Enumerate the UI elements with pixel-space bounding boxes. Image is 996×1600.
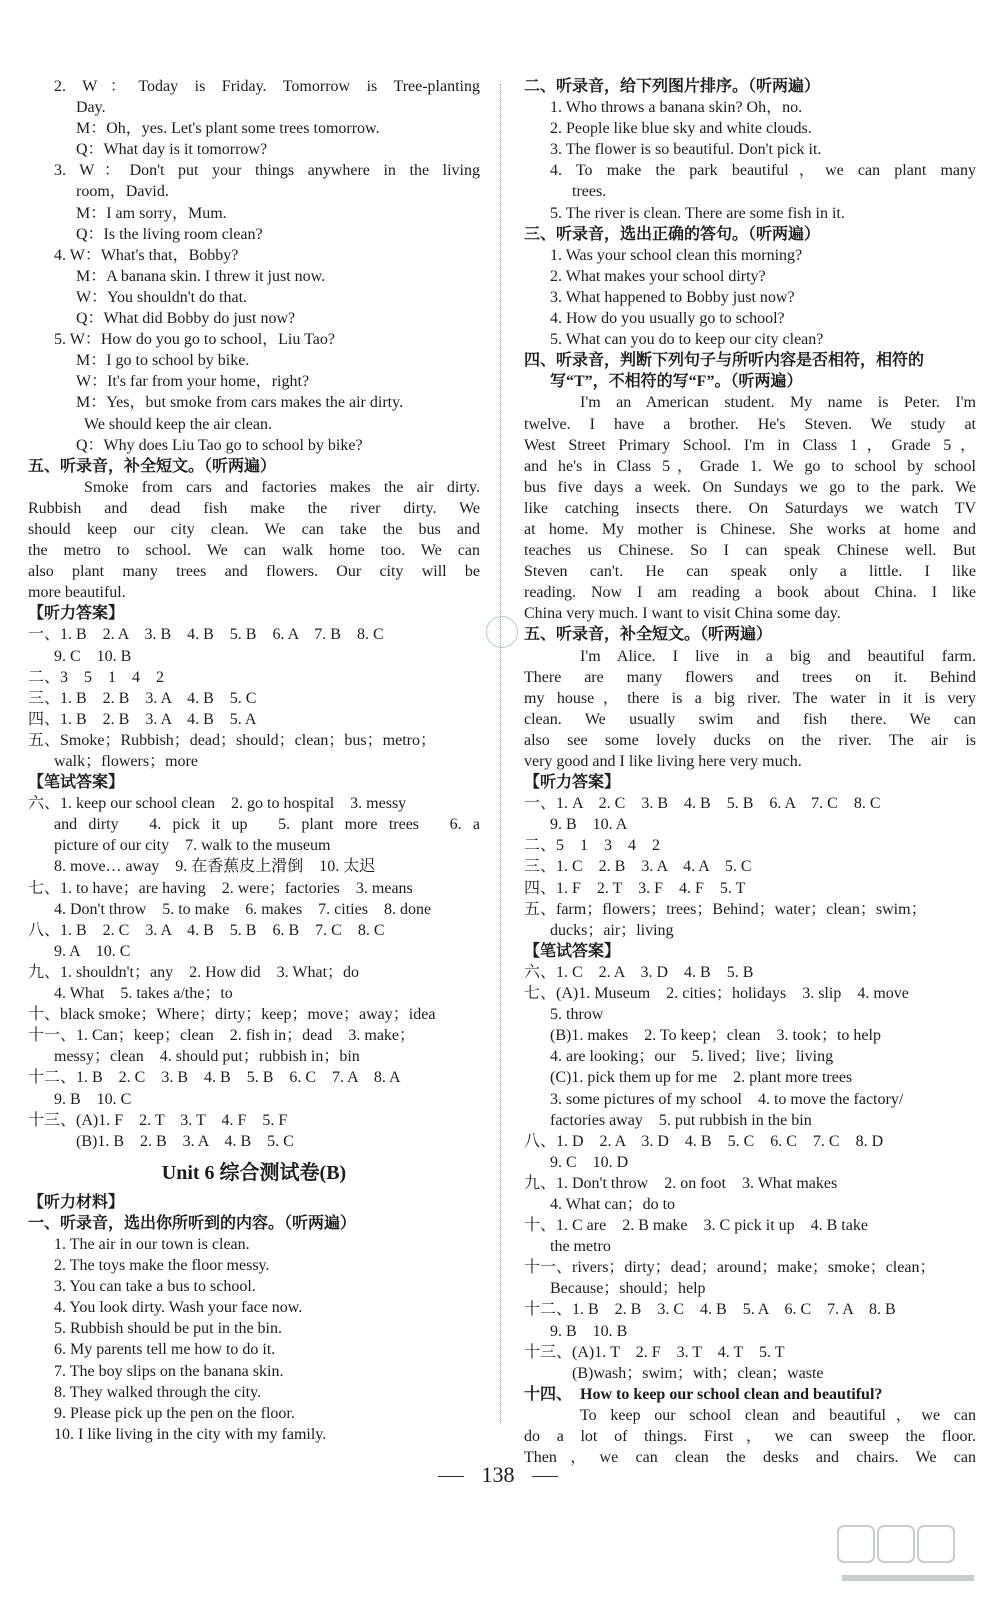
left-line: W：It's far from your home，right? [76, 373, 310, 391]
right-line: like catching insects there. On Saturdays we watch TV [524, 499, 976, 517]
right-line: also see some lovely ducks on the river. The air is [524, 731, 976, 749]
left-line: more beautiful. [28, 584, 126, 602]
left-line: 9. A 10. C [54, 942, 131, 960]
left-line: Day. [76, 99, 106, 117]
left-material-line: 4. You look dirty. Wash your face now. [54, 1299, 303, 1317]
left-material-line: 2. The toys make the floor messy. [54, 1257, 270, 1275]
right-line: 3. The flower is so beautiful. Don't pick it. [550, 141, 822, 159]
left-line: messy；clean 4. should put；rubbish in；bin [54, 1048, 360, 1066]
left-line: 七、1. to have；are having 2. were；factories 3. means [28, 879, 413, 897]
right-line: twelve. I have a brother. He's Steven. We study at [524, 415, 976, 433]
right-line: 四、听录音，判断下列句子与所听内容是否相符，相符的 [524, 352, 925, 370]
left-line: 二、3 5 1 4 2 [28, 668, 165, 686]
left-line: 【笔试答案】 [28, 774, 125, 792]
right-line: 三、听录音，选出正确的答句。（听两遍） [524, 225, 821, 243]
right-line: 【笔试答案】 [524, 942, 621, 960]
left-line: 五、听录音，补全短文。（听两遍） [28, 457, 277, 475]
left-material-line: 3. You can take a bus to school. [54, 1278, 256, 1296]
left-line: M：A banana skin. I threw it just now. [76, 267, 326, 285]
right-line: 9. B 10. A [550, 816, 628, 834]
left-line: 9. C 10. B [54, 647, 132, 665]
left-material-line: 7. The boy slips on the banana skin. [54, 1362, 284, 1380]
left-line: 五、Smoke；Rubbish；dead；should；clean；bus；metro； [28, 731, 436, 749]
right-line: 十三、(A)1. T 2. F 3. T 4. T 5. T [524, 1343, 785, 1361]
right-line: trees. [572, 183, 607, 201]
right-line: 十四、 How to keep our school clean and beautiful? [524, 1385, 883, 1403]
page-number [0, 1462, 996, 1488]
left-line: 一、1. B 2. A 3. B 4. B 5. B 6. A 7. B 8. C [28, 626, 384, 644]
right-line: (C)1. pick them up for me 2. plant more trees [550, 1069, 853, 1087]
right-line: 三、1. C 2. B 3. A 4. A 5. C [524, 858, 752, 876]
left-line: 九、1. shouldn't；any 2. How did 3. What；do [28, 963, 360, 981]
right-line: 3. some pictures of my school 4. to move the factory/ [550, 1090, 904, 1108]
left-line: W：You shouldn't do that. [76, 288, 248, 306]
left-line: walk；flowers；more [54, 753, 198, 770]
right-line: Steven can't. He can speak only a little. I like [524, 563, 976, 581]
right-line: 五、farm；flowers；trees；Behind；water；clean；swim； [524, 900, 927, 918]
left-line: 2. W：Today is Friday. Tomorrow is Tree-planting [54, 78, 480, 95]
left-line: M：Yes，but smoke from cars makes the air dirty. [76, 394, 404, 412]
left-line: Q：Why does Liu Tao go to school by bike? [76, 436, 363, 454]
left-line: Smoke from cars and factories makes the air dirty. [84, 478, 480, 496]
left-line: 4. W：What's that，Bobby? [54, 246, 239, 264]
right-line: 9. C 10. D [550, 1153, 629, 1171]
right-text-block [524, 76, 976, 1468]
left-line: room，David. [76, 183, 169, 201]
left-line: Rubbish and dead fish make the river dirty. We [28, 499, 480, 517]
left-line: 9. B 10. C [54, 1090, 132, 1108]
left-line: M：I am sorry，Mum. [76, 204, 227, 222]
left-material-line: 一、听录音，选出你所听到的内容。（听两遍） [28, 1214, 357, 1232]
right-line: 5. What can you do to keep our city clean? [550, 331, 824, 349]
left-line: the metro to school. We can walk home too. We can [28, 542, 480, 560]
right-line: 4. What can；do to [550, 1195, 676, 1213]
left-text-block [28, 76, 480, 1152]
right-line: There are many flowers and trees on it. Behind [524, 668, 976, 686]
left-line: also plant many trees and flowers. Our city will be [28, 563, 480, 581]
left-line: Q：What day is it tomorrow? [76, 141, 268, 159]
left-line: 【听力答案】 [28, 605, 125, 623]
unit-title: Unit 6 综合测试卷(B) [161, 1161, 347, 1184]
left-line: and dirty 4. pick it up 5. plant more trees 6. a [54, 816, 480, 834]
page-number-text: 138 [481, 1462, 515, 1487]
right-line: and he's in Class 5，Grade 1. We go to school by school [524, 457, 976, 475]
right-line: 五、听录音，补全短文。（听两遍） [524, 626, 773, 644]
right-line: bus five days a week. On Sundays we go to the park. We [524, 478, 976, 496]
right-line: 一、1. A 2. C 3. B 4. B 5. B 6. A 7. C 8. C [524, 795, 881, 813]
right-line: 1. Who throws a banana skin? Oh，no. [550, 99, 803, 117]
right-line: 2. What makes your school dirty? [550, 267, 766, 285]
left-line: should keep our city clean. We can take the bus and [28, 520, 480, 538]
left-column [28, 76, 480, 1445]
left-line: 4. Don't throw 5. to make 6. makes 7. cities 8. done [54, 900, 432, 918]
left-line: 六、1. keep our school clean 2. go to hospital 3. messy [28, 795, 407, 813]
right-line: my house，there is a big river. The water in it is very [524, 689, 976, 707]
right-line: reading. Now I am reading a book about China. I like [524, 584, 976, 602]
left-line: 5. W：How do you go to school，Liu Tao? [54, 331, 335, 349]
left-listening-material [28, 1192, 480, 1445]
left-line: picture of our city 7. walk to the museum [54, 837, 331, 855]
right-line: clean. We usually swim and fish there. We can [524, 710, 976, 728]
right-line: 四、1. F 2. T 3. F 4. F 5. T [524, 879, 746, 897]
left-material-line: 8. They walked through the city. [54, 1383, 262, 1401]
left-line: 8. move… away 9. 在香蕉皮上滑倒 10. 太迟 [54, 858, 376, 876]
right-line: West Street Primary School. I'm in Class 1，Grade 5， [524, 436, 976, 454]
left-material-line: 5. Rubbish should be put in the bin. [54, 1320, 282, 1338]
right-line: do a lot of things. First，we can sweep the floor. [524, 1428, 976, 1445]
left-material-line: 10. I like living in the city with my family. [54, 1425, 327, 1443]
left-line: Q：Is the living room clean? [76, 225, 263, 243]
right-line: (B)1. makes 2. To keep；clean 3. took；to help [550, 1027, 881, 1045]
right-line: 二、5 1 3 4 2 [524, 837, 661, 855]
page-number-dash-left [438, 1476, 464, 1477]
left-line: M：I go to school by bike. [76, 352, 250, 370]
left-material-line: 【听力材料】 [28, 1193, 125, 1211]
right-line: (B)wash；swim；with；clean；waste [572, 1364, 824, 1382]
left-line: 十一、1. Can；keep；clean 2. fish in；dead 3. make； [28, 1027, 416, 1045]
left-line: 十、black smoke；Where；dirty；keep；move；away；idea [28, 1006, 436, 1024]
right-column [524, 76, 976, 1468]
right-line: factories away 5. put rubbish in the bin [550, 1111, 812, 1129]
right-line: To keep our school clean and beautiful，we can [580, 1406, 976, 1424]
right-line: 1. Was your school clean this morning? [550, 246, 803, 264]
right-line: at home. My mother is Chinese. She works at home and [524, 520, 976, 538]
left-line: M：Oh，yes. Let's plant some trees tomorrow. [76, 120, 380, 138]
left-line: 4. What 5. takes a/the；to [54, 985, 233, 1003]
right-line: 4. To make the park beautiful，we can plant many [550, 162, 976, 180]
right-line: the metro [550, 1238, 611, 1256]
right-line: 七、(A)1. Museum 2. cities；holidays 3. slip 4. move [524, 985, 909, 1003]
left-line: Q：What did Bobby do just now? [76, 310, 296, 328]
right-line: 十、1. C are 2. B make 3. C pick it up 4. B take [524, 1217, 868, 1235]
left-line: (B)1. B 2. B 3. A 4. B 5. C [76, 1132, 294, 1150]
left-material-line: 9. Please pick up the pen on the floor. [54, 1404, 295, 1422]
right-line: ducks；air；living [550, 921, 674, 939]
right-line: 4. How do you usually go to school? [550, 310, 785, 328]
left-material-line: 6. My parents tell me how to do it. [54, 1341, 276, 1359]
seal-stamp-icon [486, 616, 518, 648]
left-line: 十三、(A)1. F 2. T 3. T 4. F 5. F [28, 1111, 288, 1129]
right-line: 5. The river is clean. There are some fish in it. [550, 204, 845, 222]
right-line: I'm Alice. I live in a big and beautiful farm. [580, 647, 976, 665]
right-line: Then，we can clean the desks and chairs. We can [524, 1449, 976, 1467]
right-line: 二、听录音，给下列图片排序。（听两遍） [524, 78, 821, 95]
watermark-logo-icon [834, 1522, 984, 1592]
column-divider [500, 84, 501, 1424]
right-line: 2. People like blue sky and white clouds. [550, 120, 812, 138]
right-line: 十二、1. B 2. B 3. C 4. B 5. A 6. C 7. A 8. B [524, 1301, 896, 1319]
left-line: 十二、1. B 2. C 3. B 4. B 5. B 6. C 7. A 8. A [28, 1069, 401, 1087]
right-line: 9. B 10. B [550, 1322, 628, 1340]
left-line: 三、1. B 2. B 3. A 4. B 5. C [28, 689, 257, 707]
right-line: 【听力答案】 [524, 774, 621, 792]
left-material-line: 1. The air in our town is clean. [54, 1235, 250, 1253]
right-line: 写“T”，不相符的写“F”。（听两遍） [550, 373, 803, 391]
right-line: Because；should；help [550, 1280, 706, 1298]
right-line: teaches us Chinese. So I can speak Chinese well. But [524, 542, 976, 560]
right-line: very good and I like living here very much. [524, 753, 802, 770]
right-line: 5. throw [550, 1006, 604, 1024]
right-line: 九、1. Don't throw 2. on foot 3. What makes [524, 1174, 838, 1192]
right-line: China very much. I want to visit China some day. [524, 605, 841, 623]
left-line: 3. W：Don't put your things anywhere in the living [54, 162, 480, 180]
left-line: 八、1. B 2. C 3. A 4. B 5. B 6. B 7. C 8. C [28, 921, 385, 939]
right-line: 六、1. C 2. A 3. D 4. B 5. B [524, 963, 754, 981]
right-line: 3. What happened to Bobby just now? [550, 288, 795, 306]
left-line: We should keep the air clean. [84, 415, 272, 433]
page-number-dash-right [532, 1476, 558, 1477]
right-line: I'm an American student. My name is Peter. I'm [580, 394, 976, 412]
right-line: 八、1. D 2. A 3. D 4. B 5. C 6. C 7. C 8. D [524, 1132, 884, 1150]
right-line: 十一、rivers；dirty；dead；around；make；smoke；clean； [524, 1259, 936, 1277]
left-line: 四、1. B 2. B 3. A 4. B 5. A [28, 710, 257, 728]
right-line: 4. are looking；our 5. lived；live；living [550, 1048, 834, 1066]
